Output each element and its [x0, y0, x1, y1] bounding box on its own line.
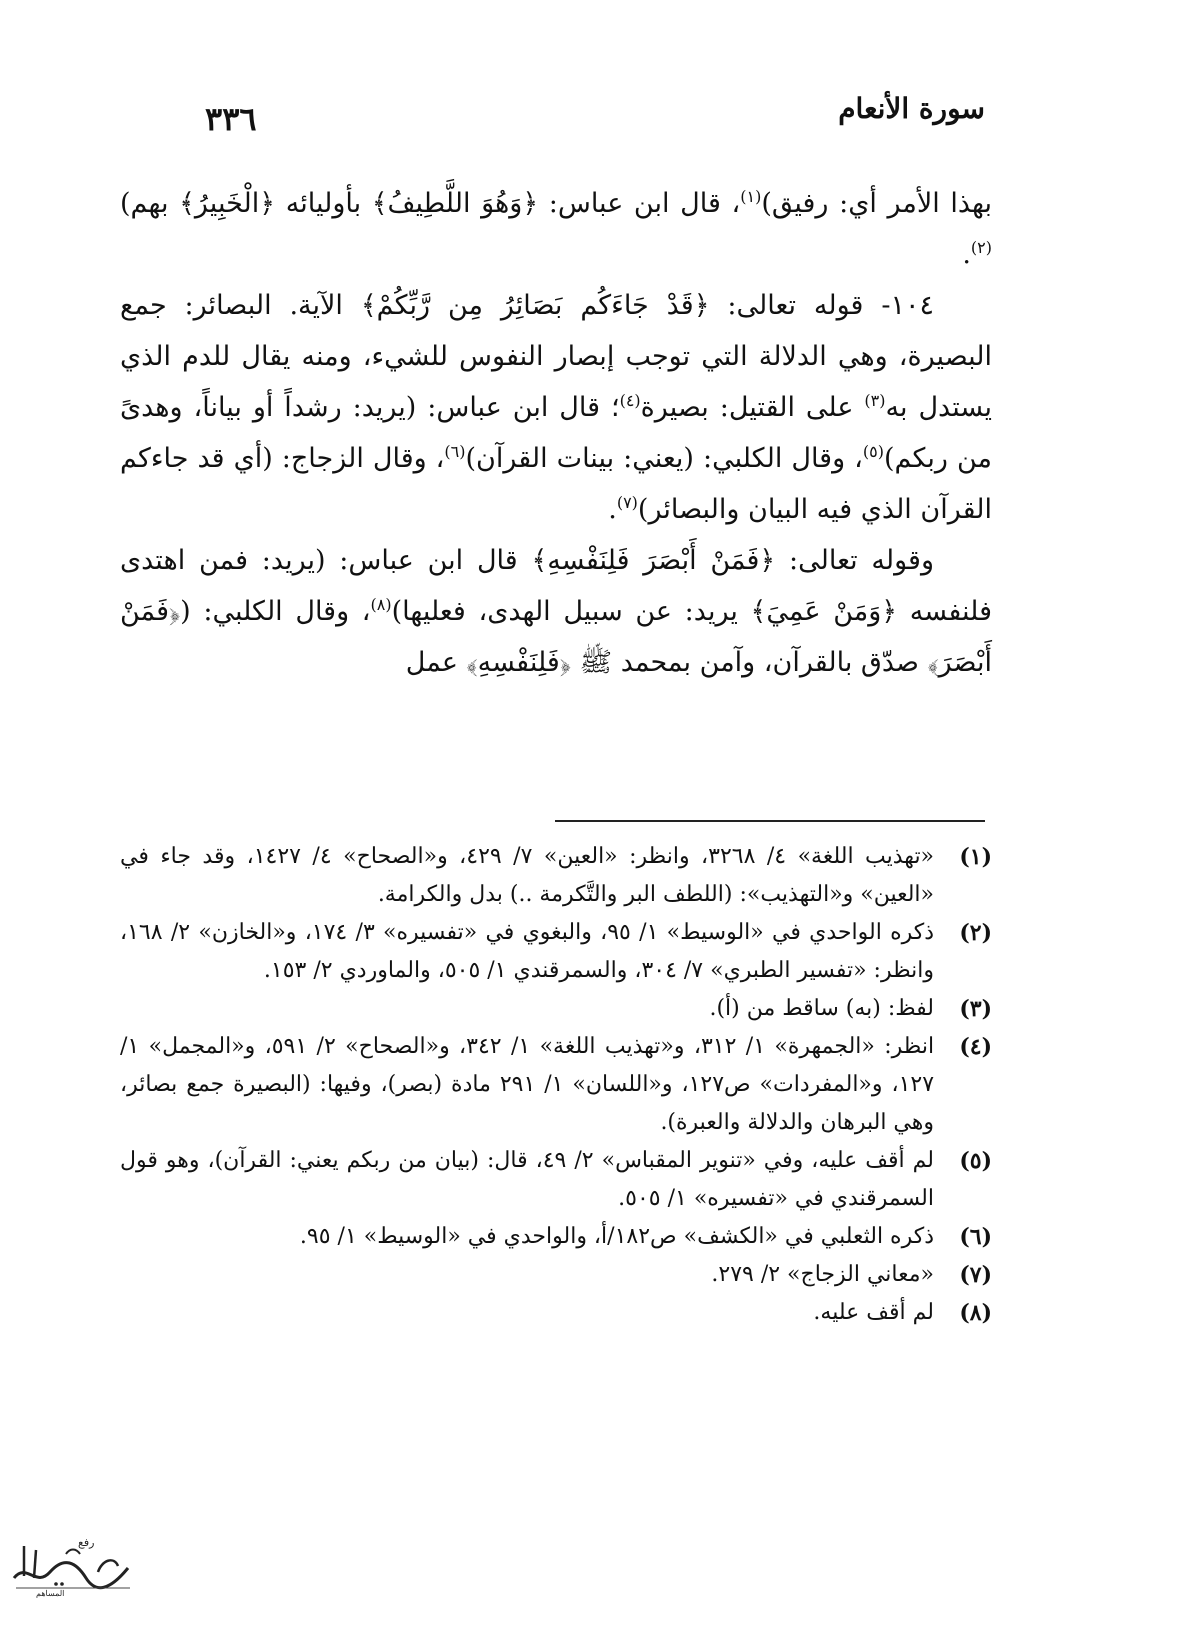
text-run: ؛ قال ابن عباس: (يريد: رشداً أو بياناً، وهدىً من ربكم) — [120, 392, 992, 474]
footnote-number: (١) — [959, 844, 992, 870]
footnote-text: لم أقف عليه، وفي «تنوير المقباس» ٢/ ٤٩، قال: (بيان من ربكم يعني: القرآن)، وهو قول السمرقندي في «تفسيره» ١/ ٥٠٥. — [120, 1148, 935, 1211]
text-run: الآية. البصائر: جمع البصيرة، وهي الدلالة التي توجب إبصار النفوس للشيء، ومنه يقال للدم الذي يستدل به — [120, 290, 992, 423]
text-run: ١٠٤- قوله تعالى: — [709, 290, 934, 321]
text-run: وقوله تعالى: — [775, 545, 934, 576]
text-run: يريد: عن سبيل الهدى، فعليها) — [391, 596, 751, 627]
footnote-ref: (٧) — [616, 493, 638, 512]
quran-quote: ﴿فَلِنَفْسِهِ﴾ — [466, 647, 571, 678]
footnote-number: (٢) — [959, 920, 992, 946]
footnote-ref: (١) — [740, 187, 762, 206]
footnote-text: لم أقف عليه. — [813, 1300, 934, 1325]
quran-quote: ﴿وَهُوَ اللَّطِيفُ﴾ — [371, 188, 539, 219]
footnote-8 — [120, 1294, 992, 1332]
footnote-number: (٥) — [959, 1148, 992, 1174]
footnote-number: (٣) — [959, 996, 992, 1022]
footnote-number: (٨) — [959, 1300, 992, 1326]
text-run: بهم) — [120, 188, 180, 219]
footnote-text: انظر: «الجمهرة» ١/ ٣١٢، و«تهذيب اللغة» ١/ ٣٤٢، و«الصحاح» ٢/ ٥٩١، و«المجمل» ١/ ١٢٧، و«المفردات» ص١٢٧، و«اللسان» ١/ ٢٩١ مادة (بصر)، وفيها: (البصيرة جمع بصائر، وهي البرهان والدلالة والعبرة). — [120, 1034, 935, 1135]
page-header — [205, 92, 985, 142]
logo-text-top: رفع — [78, 1536, 95, 1549]
text-run: صدّق بالقرآن، وآمن بمحمد ﷺ — [570, 647, 928, 678]
footnote-4 — [120, 1028, 992, 1142]
text-run: ، وقال الزجاج: (أي قد جاءكم القرآن الذي فيه البيان والبصائر) — [120, 443, 992, 525]
text-run: بأوليائه — [275, 188, 372, 219]
footnote-number: (٧) — [959, 1262, 992, 1288]
footnote-text: «تهذيب اللغة» ٤/ ٣٢٦٨، وانظر: «العين» ٧/ ٤٢٩، و«الصحاح» ٤/ ١٤٢٧، وقد جاء في «العين» و«التهذيب»: (اللطف البر والتَّكرمة ..) بدل والكرامة. — [120, 844, 935, 907]
footnote-ref: (٣) — [864, 391, 886, 410]
text-run: . — [608, 494, 617, 525]
footnote-7 — [120, 1256, 992, 1294]
footnote-text: ذكره الواحدي في «الوسيط» ١/ ٩٥، والبغوي في «تفسيره» ٣/ ١٧٤، و«الخازن» ٢/ ١٦٨، وانظر: «تفسير الطبري» ٧/ ٣٠٤، والسمرقندي ١/ ٥٠٥، والماوردي ٢/ ١٥٣. — [120, 920, 935, 983]
quran-quote: ﴿فَمَنْ أَبْصَرَ فَلِنَفْسِهِ﴾ — [531, 545, 776, 576]
footnote-ref: (٤) — [619, 391, 641, 410]
footnote-text: «معاني الزجاج» ٢/ ٢٧٩. — [711, 1262, 934, 1287]
footnote-ref: (٥) — [862, 442, 884, 461]
paragraph-3 — [120, 535, 992, 688]
footnote-2 — [120, 914, 992, 990]
footnote-text: لفظ: (به) ساقط من (أ). — [709, 996, 934, 1021]
main-text — [120, 178, 992, 688]
surah-title: سورة الأنعام — [838, 92, 985, 125]
text-run: ، قال ابن عباس: — [538, 188, 741, 219]
footnote-number: (٤) — [959, 1034, 992, 1060]
paragraph-1 — [120, 178, 992, 280]
publisher-logo — [6, 1532, 136, 1598]
logo-text-bottom: المساهم — [36, 1589, 65, 1598]
footnotes — [120, 838, 992, 1332]
footnote-divider — [555, 820, 985, 822]
footnote-text: ذكره الثعلبي في «الكشف» ص١٨٢/أ، والواحدي في «الوسيط» ١/ ٩٥. — [299, 1224, 934, 1249]
text-run: بهذا الأمر أي: رفيق) — [761, 188, 992, 219]
footnote-ref: (٨) — [370, 595, 392, 614]
footnote-6 — [120, 1218, 992, 1256]
quran-quote: ﴿فَمَنْ أَبْصَرَ﴾ — [120, 596, 992, 678]
footnote-5 — [120, 1142, 992, 1218]
calligraphy-logo-icon — [6, 1532, 136, 1598]
text-run: . — [962, 239, 971, 270]
text-run: عمل — [405, 647, 467, 678]
quran-quote: ﴿وَمَنْ عَمِيَ﴾ — [750, 596, 898, 627]
footnote-ref: (٦) — [444, 442, 466, 461]
paragraph-2 — [120, 280, 992, 535]
quran-quote: ﴿الْخَبِيرُ﴾ — [179, 188, 276, 219]
footnote-3 — [120, 990, 992, 1028]
quran-quote: ﴿قَدْ جَاءَكُم بَصَائِرُ مِن رَّبِّكُمْ﴾ — [360, 290, 710, 321]
footnote-1 — [120, 838, 992, 914]
text-run: قال ابن عباس: (يريد: فمن اهتدى فلنفسه — [120, 545, 992, 627]
footnote-number: (٦) — [959, 1224, 992, 1250]
footnote-ref: (٢) — [970, 238, 992, 257]
text-run: ، وقال الكلبي: (يعني: بينات القرآن) — [465, 443, 863, 474]
text-run: ، وقال الكلبي: ( — [180, 596, 371, 627]
text-run: على القتيل: بصيرة — [640, 392, 865, 423]
page-number: ٣٣٦ — [205, 100, 257, 138]
